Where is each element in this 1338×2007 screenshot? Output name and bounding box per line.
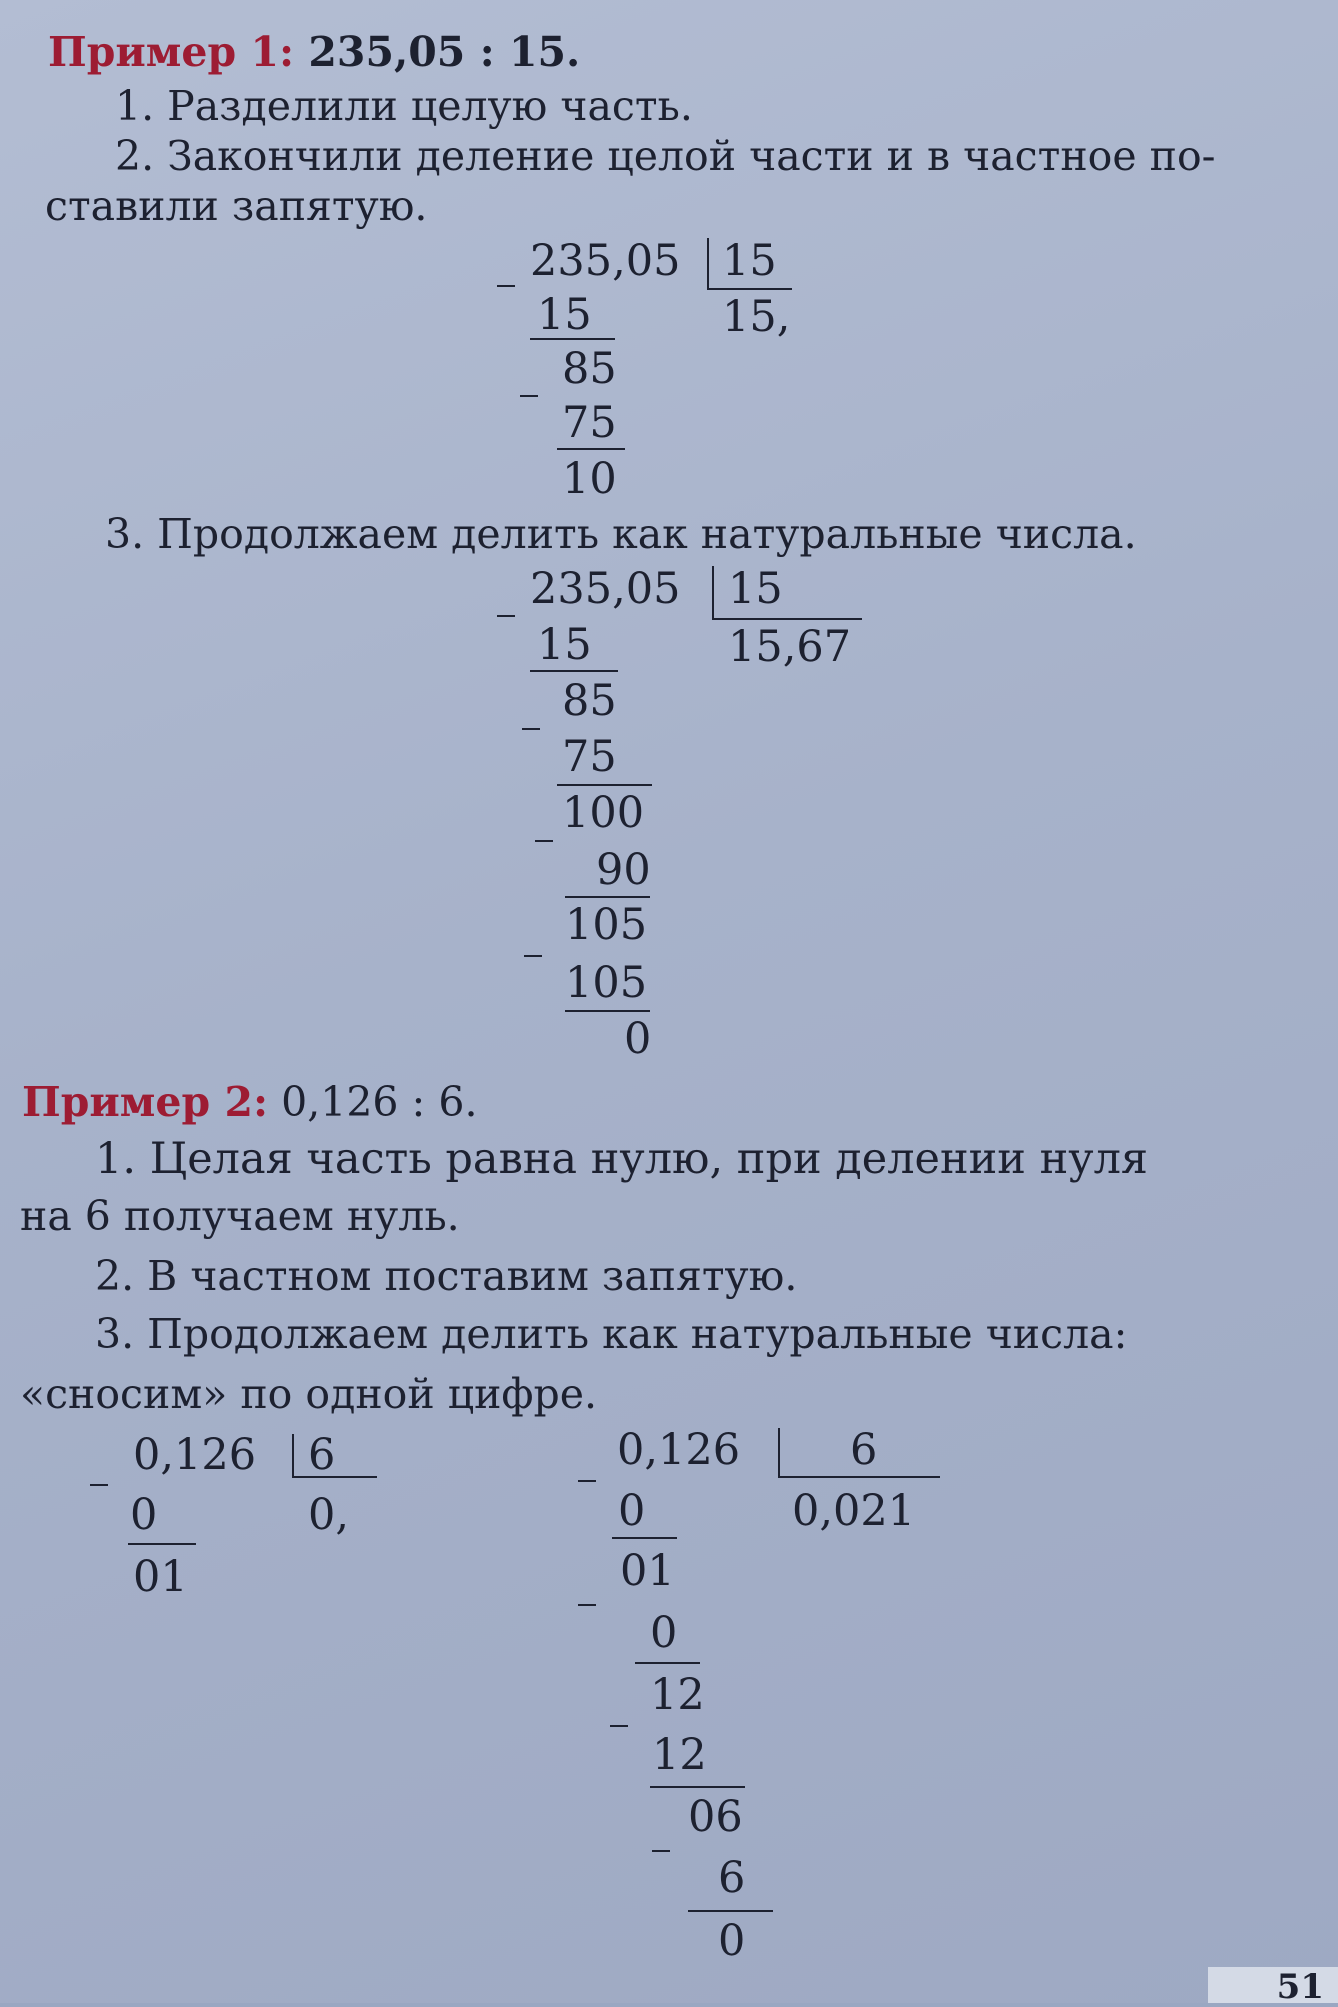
division-rule [565,896,650,898]
division-row: 90 [596,845,651,895]
example2-step1-line2: на 6 получаем нуль. [20,1192,460,1240]
division-row: 10 [562,454,617,504]
division-bracket-base [778,1476,940,1478]
division-rule [557,448,625,450]
division-rule [635,1662,700,1664]
division-rule [565,1010,650,1012]
dividend: 235,05 [530,236,681,286]
division-row: 06 [688,1792,743,1842]
example2-step1-line1: 1. Целая часть равна нулю, при делении нуля [95,1134,1149,1184]
dividend: 0,126 [617,1425,741,1475]
minus-sign [610,1725,628,1727]
example2-step2: 2. В частном поставим запятую. [95,1252,798,1300]
divisor: 6 [850,1425,878,1475]
divisor: 15 [722,236,777,286]
division-row: 0 [624,1014,652,1064]
division-rule [650,1786,745,1788]
division-row: 85 [562,676,617,726]
divisor: 6 [308,1430,336,1480]
division-row: 0 [130,1490,158,1540]
divisor: 15 [728,564,783,614]
example1-heading: Пример 1: [48,28,295,76]
division-row: 0 [618,1486,646,1536]
division-bracket [707,238,709,288]
division-row: 15 [537,620,592,670]
minus-sign [522,728,540,730]
example1-step2-line2: ставили запятую. [45,182,428,230]
example1-expression: 235,05 : 15. [294,28,581,76]
division-row: 0 [718,1916,746,1966]
example2-title [22,1078,478,1126]
division-bracket-base [712,618,862,620]
division-rule [557,784,652,786]
minus-sign [497,615,515,617]
example2-step3-line2: «сносим» по одной цифре. [20,1370,598,1418]
example1-step2-line1: 2. Закончили деление целой части и в частное по- [115,132,1216,180]
quotient: 0, [308,1490,350,1540]
division-row: 12 [650,1670,705,1720]
minus-sign [652,1850,670,1852]
division-row: 100 [562,788,645,838]
example1-step1: 1. Разделили целую часть. [115,82,693,130]
quotient: 15, [722,292,791,342]
page-number: 51 [1208,1967,1338,2003]
division-rule [128,1543,196,1545]
division-rule [688,1910,773,1912]
example1-title [48,28,580,76]
quotient: 15,67 [728,622,852,672]
division-row: 15 [537,290,592,340]
division-row: 6 [718,1853,746,1903]
example2-expression: 0,126 : 6. [268,1078,478,1126]
division-row: 01 [620,1546,675,1596]
example1-step3: 3. Продолжаем делить как натуральные числа. [105,510,1137,558]
example2-step3-line1: 3. Продолжаем делить как натуральные числа: [95,1310,1128,1358]
division-rule [530,670,618,672]
division-bracket [292,1434,294,1476]
division-rule [530,338,615,340]
minus-sign [535,840,553,842]
division-rule [612,1537,677,1539]
division-row: 105 [565,958,648,1008]
division-row: 75 [562,398,617,448]
division-bracket [712,566,714,618]
minus-sign [578,1480,596,1482]
division-row: 105 [565,900,648,950]
minus-sign [497,285,515,287]
minus-sign [520,395,538,397]
division-row: 85 [562,344,617,394]
division-row: 12 [652,1730,707,1780]
quotient: 0,021 [792,1486,916,1536]
dividend: 235,05 [530,564,681,614]
division-row: 75 [562,732,617,782]
division-bracket [778,1428,780,1476]
dividend: 0,126 [133,1430,257,1480]
division-bracket-base [707,288,792,290]
minus-sign [578,1604,596,1606]
example2-heading: Пример 2: [22,1078,269,1126]
division-row: 0 [650,1608,678,1658]
division-row: 01 [133,1552,188,1602]
minus-sign [524,955,542,957]
minus-sign [90,1484,108,1486]
